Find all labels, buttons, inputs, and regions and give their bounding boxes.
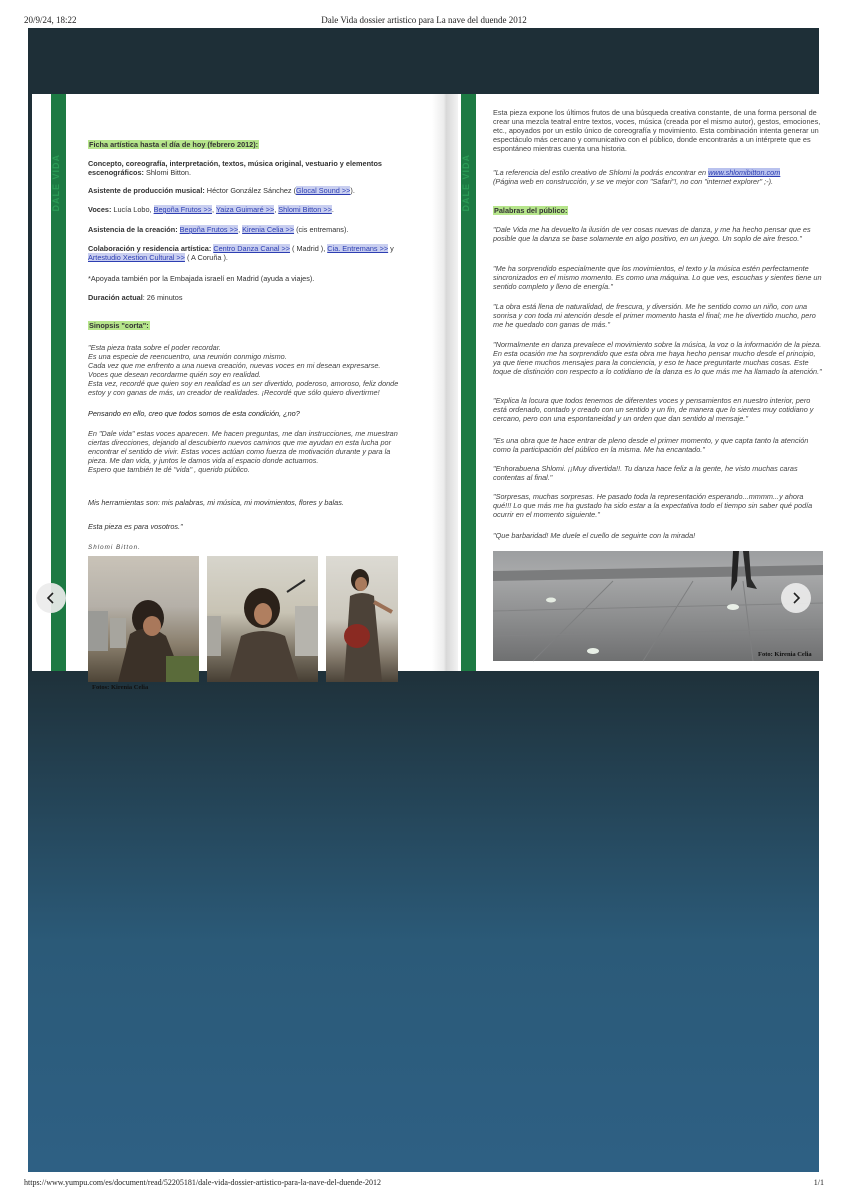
photo-stage-graphic: [493, 551, 823, 661]
shlomi-bitton-link[interactable]: Shlomi Bitton >>: [278, 205, 332, 214]
next-page-button[interactable]: [781, 583, 811, 613]
document-viewer: [28, 28, 822, 1172]
public-quote: "Que barbaridad! Me duele el cuello de seguirte con la mirada!: [493, 531, 696, 540]
print-date: 20/9/24, 18:22: [24, 15, 77, 25]
sinopsis-paragraph-2: En "Dale vida" estas voces aparecen. Me hacen preguntas, me dan instrucciones, me muestran ciertas direcciones, dejando al descubierto nuevos caminos que me ayudan en esta lucha por encontrar el sentido de vivir. Estas voces actúan como fuerza de motivación durante y para la pieza. Me dan vida, y juntos le damos vida al espacio donde actuamos. Espero que también te dé "vida" , querido público.: [88, 429, 398, 474]
sinopsis-heading: Sinopsis "corta":: [89, 321, 149, 330]
centro-danza-canal-link[interactable]: Centro Danza Canal >>: [213, 244, 290, 253]
asistente-line: Asistente de producción musical: Héctor González Sánchez (Glocal Sound >>).: [88, 186, 355, 195]
left-band-text: DALE VIDA: [51, 154, 61, 212]
print-header: [0, 0, 848, 28]
concepto-line: Concepto, coreografía, interpretación, textos, música original, vestuario y elementos escenográficos: Shlomi Bitton.: [88, 159, 382, 177]
photo-dancer-1: [88, 556, 199, 682]
photo-stage-floor: [493, 551, 823, 661]
right-photo-caption: Foto: Kirenia Celia: [758, 651, 812, 658]
palabras-heading: Palabras del público:: [494, 206, 568, 215]
asistencia-line: Asistencia de la creación: Begoña Frutos >>, Kirenia Celia >> (cis entremans).: [88, 225, 349, 234]
sinopsis-paragraph-3: Mis herramientas son: mis palabras, mi música, mi movimientos, flores y balas.: [88, 498, 344, 507]
public-quote: "Es una obra que te hace entrar de pleno desde el primer momento, y que capta tanto la atención como la participación del público en la misma. Me ha encantado.": [493, 436, 809, 454]
duracion-line: Duración actual: 26 minutos: [88, 293, 183, 302]
public-quote: "Normalmente en danza prevalece el movimiento sobre la música, la voz o la información de la pieza. En esta ocasión me ha sorprendido que esta obra me haya hecho pensar mucho desde el principio, ya que tiene muchos mensajes para la conciencia, y eso te hace preguntarte muchas cosas. Este toque de distinción con respecto a lo cotidiano de la danza es lo que más me ha llamado la atención.": [493, 340, 822, 376]
photo-1-graphic: [88, 556, 199, 682]
print-url: https://www.yumpu.com/es/document/read/52205181/dale-vida-dossier-artistico-para-la-nave-del-duende-2012: [24, 1178, 381, 1187]
ficha-heading: Ficha artística hasta el día de hoy (febrero 2012):: [89, 140, 259, 149]
begona-frutos-link-2[interactable]: Begoña Frutos >>: [179, 225, 239, 234]
signature: Shlomi Bitton.: [88, 544, 141, 551]
sinopsis-paragraph-4: Esta pieza es para vosotros.": [88, 522, 183, 531]
page-gutter: [432, 94, 458, 671]
begona-frutos-link[interactable]: Begoña Frutos >>: [153, 205, 213, 214]
chevron-left-icon: [45, 592, 57, 604]
right-band-text: DALE VIDA: [461, 154, 471, 212]
public-quote: "La obra está llena de naturalidad, de frescura, y diversión. Me he sentido como un niño, con una sonrisa y con toda mi atención desde el primer momento hasta el final; me he divertido mucho, pero me he quedado con ganas de más.": [493, 302, 816, 329]
print-title: Dale Vida dossier artistico para La nave del duende 2012: [321, 15, 527, 25]
print-page-number: 1/1: [813, 1178, 824, 1187]
public-quote: "Sorpresas, muchas sorpresas. He pasado toda la representación esperando...mmmm...y ahora qué!!! Lo que más me ha gustado ha sido estar a la expectativa todo el tiempo sin saber qué podía ocurrir en el momento siguiente.": [493, 492, 813, 519]
colaboracion-line: Colaboración y residencia artística: Centro Danza Canal >> ( Madrid ), Cia. Entremans >> y Artestudio Xestion Cultural >> ( A Coruña ).: [88, 244, 394, 262]
right-page-band: [461, 94, 476, 671]
public-quote: "Enhorabuena Shlomi. ¡¡Muy divertida!!. Tu danza hace feliz a la gente, he visto muchas caras contentas al final.": [493, 464, 798, 482]
photo-dancer-2: [207, 556, 318, 682]
sinopsis-paragraph-1: "Esta pieza trata sobre el poder recordar. Es una especie de reencuentro, una reunión conmigo mismo. Cada vez que me enfrento a una nueva creación, nuevas voces en mi desean expresarse. Voces que desean recordarme quién soy en realidad. Esta vez, recordé que quien soy en realidad es un ser divertido, poderoso, amoroso, feliz donde estoy y con ganas de más, un creador de realidades. ¡Recordé que sólo quiero divertirme!: [88, 343, 399, 397]
left-photo-caption: Fotos: Kirenia Celia: [92, 684, 149, 691]
chevron-right-icon: [790, 592, 802, 604]
glocal-sound-link[interactable]: Glocal Sound >>: [296, 186, 351, 195]
photo-2-graphic: [207, 556, 318, 682]
left-page: [32, 94, 432, 691]
sinopsis-paragraph-1b: Pensando en ello, creo que todos somos de esta condición, ¿no?: [88, 409, 300, 418]
cia-entremans-link[interactable]: Cia. Entremans >>: [327, 244, 389, 253]
public-quote: "Dale Vida me ha devuelto la ilusión de ver cosas nuevas de danza, y me ha hecho pensar que es posible que la danza se base solamente en algo positivo, en un juego. Un soplo de aire fresco.": [493, 225, 811, 243]
shlomibitton-website-link[interactable]: www.shlomibitton.com: [708, 168, 781, 177]
apoyada-note: *Apoyada también por la Embajada israelí en Madrid (ayuda a viajes).: [88, 274, 315, 283]
voces-line: Voces: Lucía Lobo, Begoña Frutos >>, Yaiza Guimaré >>, Shlomi Bitton >>.: [88, 205, 334, 214]
public-quote: "Me ha sorprendido especialmente que los movimientos, el texto y la música estén perfectamente sincronizados en el mismo momento. Es como una máquina. Lo que ves, escuchas y sientes tiene un sentido completo y lleno de energía.": [493, 264, 822, 291]
photo-dancer-3: [326, 556, 398, 682]
print-footer: [0, 1172, 848, 1200]
yaiza-guimare-link[interactable]: Yaiza Guimaré >>: [215, 205, 275, 214]
photo-3-graphic: [326, 556, 398, 682]
public-quote: "Explica la locura que todos tenemos de diferentes voces y pensamientos en nuestro interior, pero está ordenado, contado y creado con un sentido y un fin, de manera que lo sientes muy cotidiano y cercano, pero con una espontaneidad y un orden que dan sentido al mensaje.": [493, 396, 814, 423]
right-page: [458, 94, 822, 671]
previous-page-button[interactable]: [36, 583, 66, 613]
page-spread: [32, 94, 822, 691]
reference-paragraph: "La referencia del estilo creativo de Shlomi la podrás encontrar en www.shlomibitton.com (Página web en construcción, y se ve mejor con "Safari"!, no con "internet explorer" ;-).: [493, 168, 781, 186]
kirenia-celia-link[interactable]: Kirenia Celia >>: [242, 225, 295, 234]
artestudio-link[interactable]: Artestudio Xestion Cultural >>: [88, 253, 185, 262]
intro-paragraph: Esta pieza expone los últimos frutos de una búsqueda creativa constante, de una forma personal de crear una mezcla teatral entre textos, voces, música (creada por el mismo autor), gestos, emociones, etc., apoyados por un estilo único de coreografía y movimiento. Esta combinación intenta generar un espectáculo más cercano y comunicativo con el público, donde encontrarás a un intérprete que es espontáneo mientras cuenta una historia.: [493, 108, 821, 153]
